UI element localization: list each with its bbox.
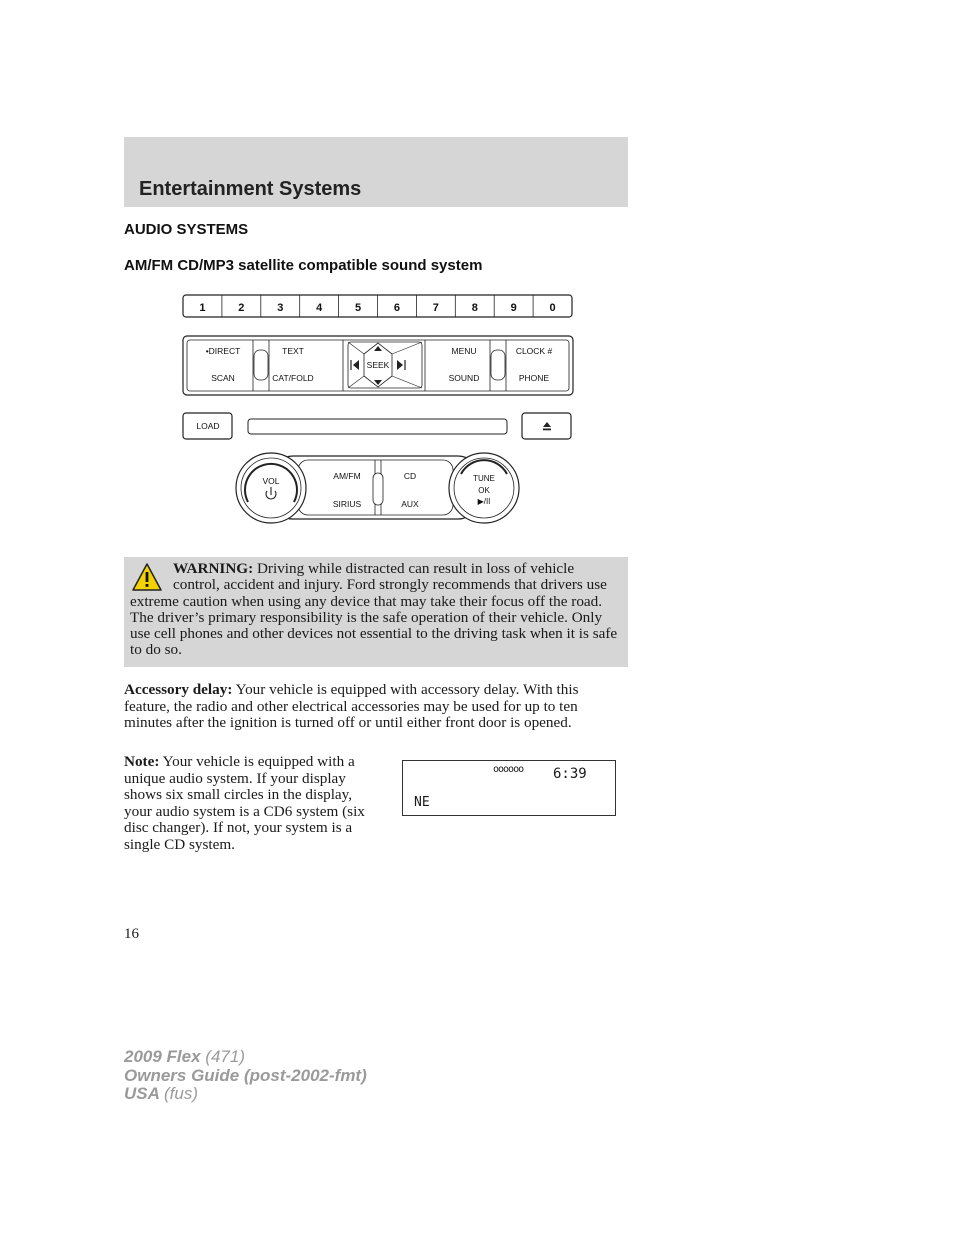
phone-button: PHONE <box>518 373 550 383</box>
preset-button-0: 0 <box>549 302 556 314</box>
footer <box>124 1048 367 1104</box>
clock-button: CLOCK # <box>515 346 553 356</box>
vol-label: VOL <box>262 476 280 486</box>
footer-model-code: (471) <box>205 1047 245 1066</box>
cd-button: CD <box>403 471 417 481</box>
preset-button-9: 9 <box>510 302 517 314</box>
footer-model: 2009 Flex <box>124 1047 201 1066</box>
direct-button: •DIRECT <box>205 346 241 356</box>
sirius-button: SIRIUS <box>332 499 362 509</box>
accessory-delay-paragraph <box>124 682 614 732</box>
load-button: LOAD <box>196 421 220 431</box>
preset-button-5: 5 <box>354 302 362 314</box>
preset-button-4: 4 <box>316 302 323 314</box>
footer-market: USA <box>124 1084 160 1103</box>
ok-label: OK <box>478 486 490 495</box>
text-button: TEXT <box>282 346 304 356</box>
scan-button: SCAN <box>211 373 235 383</box>
radio-display-illustration <box>402 760 616 816</box>
am-fm-button: AM/FM <box>333 471 361 481</box>
preset-button-7: 7 <box>432 302 439 314</box>
note-text: Your vehicle is equipped with a unique audio system. If your display shows six small circles in the display, your audio system is a CD6 system (six disc changer). If not, your system is a single CD system. <box>124 753 365 853</box>
preset-button-6: 6 <box>393 302 401 314</box>
preset-button-1: 1 <box>199 302 206 314</box>
aux-button: AUX <box>401 499 419 509</box>
page-number: 16 <box>124 926 139 942</box>
warning-line-2: control, accident and injury. Ford strongly recommends that <box>173 576 537 594</box>
preset-button-2: 2 <box>238 302 245 314</box>
footer-guide: Owners Guide (post-2002-fmt) <box>124 1065 367 1085</box>
warning-label: WARNING: <box>173 560 254 577</box>
radio-panel-illustration <box>178 290 578 530</box>
accessory-delay-label: Accessory delay: <box>124 681 233 698</box>
heading-sound-system: AM/FM CD/MP3 satellite compatible sound system <box>124 257 483 274</box>
preset-button-8: 8 <box>471 302 478 314</box>
section-title: Entertainment Systems <box>139 178 362 200</box>
display-clock: 6:39 <box>553 766 587 782</box>
warning-line-1: Driving while distracted can result in loss of vehicle <box>256 560 575 577</box>
cat-fold-button: CAT/FOLD <box>272 373 314 383</box>
sound-button: SOUND <box>448 373 480 383</box>
note-label: Note: <box>124 753 160 770</box>
note-paragraph <box>124 754 382 853</box>
heading-audio-systems: AUDIO SYSTEMS <box>124 221 249 238</box>
accessory-delay-text: Your vehicle is equipped with accessory delay. With this feature, the radio and other electrical accessories may be used for up to ten minutes after the ignition is turned off or until either front door is opened. <box>124 681 579 731</box>
footer-market-code: (fus) <box>164 1084 198 1103</box>
preset-button-3: 3 <box>277 302 284 314</box>
menu-button: MENU <box>451 346 477 356</box>
warning-body: drivers use extreme caution when using any device that may take their focus off the road. The driver’s primary responsibility is the safe operation of their vehicle. Only use cell phones and other devices not essential to the driving task when it is safe to do so. <box>130 576 618 659</box>
display-compass: NE <box>414 795 430 810</box>
disc-circles-indicator: oooooo <box>493 764 524 775</box>
cd-slot <box>248 419 507 434</box>
tune-label: TUNE <box>473 474 495 483</box>
seek-button: SEEK <box>366 360 390 370</box>
play-pause-icon: ▶/II <box>477 497 491 506</box>
warning-text <box>130 561 622 659</box>
